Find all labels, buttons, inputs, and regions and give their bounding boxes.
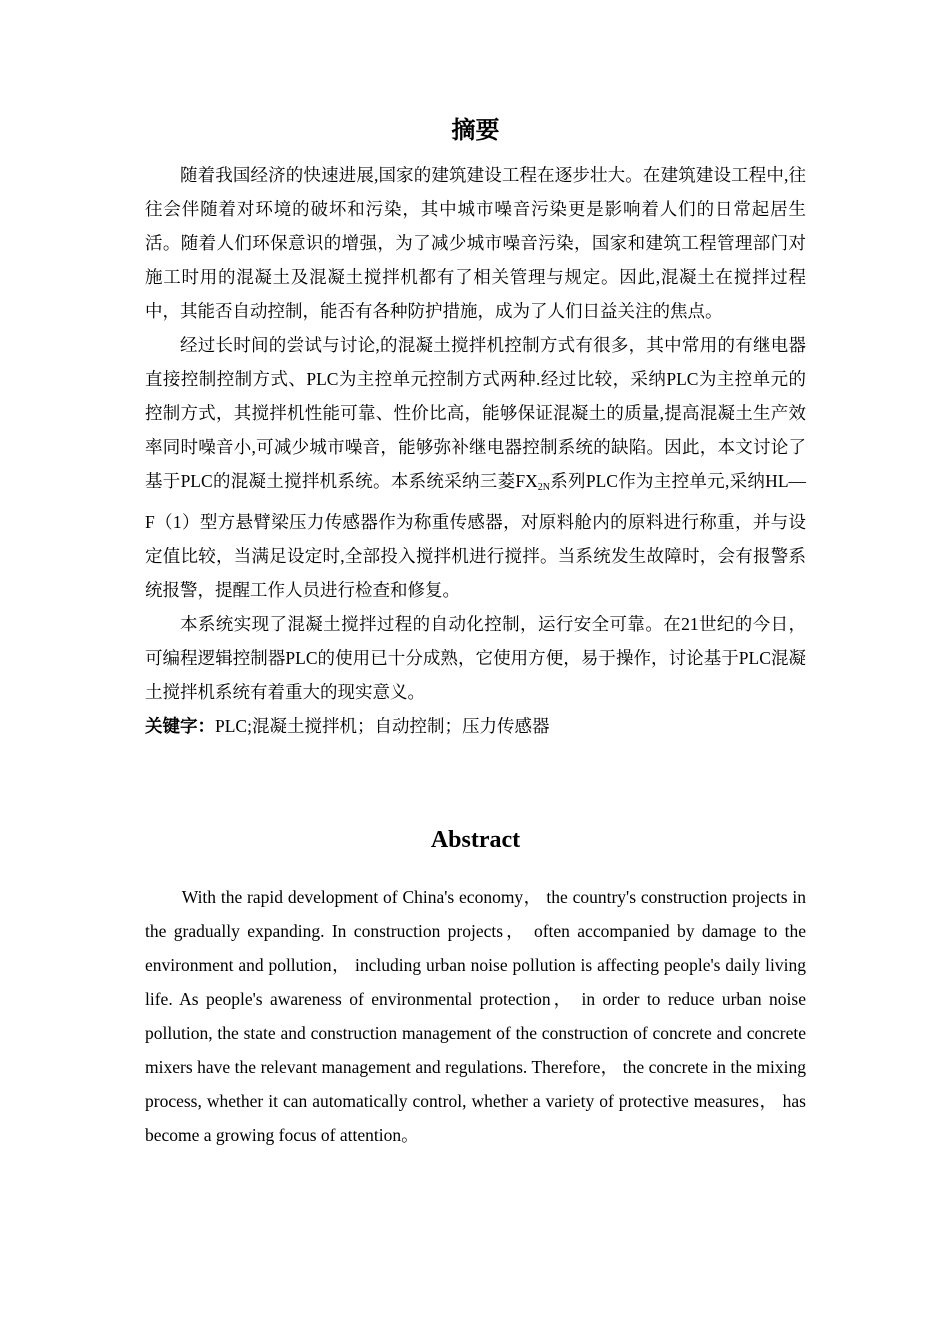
chinese-abstract-body: [145, 158, 806, 743]
chinese-abstract-title: 摘要: [451, 118, 500, 144]
chinese-abstract-paragraph-3: 本系统实现了混凝土搅拌过程的自动化控制，运行安全可靠。在21世纪的今日，可编程逻辑控制器PLC的使用已十分成熟，它使用方便，易于操作，讨论基于PLC混凝土搅拌机系统有着重大的现实意义。: [145, 614, 806, 702]
model-subscript: 2N: [537, 482, 550, 493]
paragraph-2-text-a: 经过长时间的尝试与讨论,的混凝土搅拌机控制方式有很多，其中常用的有继电器直接控制控制方式、PLC为主控单元控制方式两种.经过比较，采纳PLC为主控单元的控制方式，其搅拌机性能可靠、性价比高，能够保证混凝土的质量,提高混凝土生产效率同时噪音小,可减少城市噪音，能够弥补继电器控制系统的缺陷。因此，本文讨论了基于PLC的混凝土搅拌机系统。本系统采纳三菱FX: [145, 335, 806, 491]
chinese-abstract-paragraph-1: 随着我国经济的快速进展,国家的建筑建设工程在逐步壮大。在建筑建设工程中,往往会伴随着对环境的破坏和污染，其中城市噪音污染更是影响着人们的日常起居生活。随着人们环保意识的增强，为了减少城市噪音污染，国家和建筑工程管理部门对施工时用的混凝土及混凝土搅拌机都有了相关管理与规定。因此,混凝土在搅拌过程中，其能否自动控制，能否有各种防护措施，成为了人们日益关注的焦点。: [145, 165, 806, 321]
english-abstract-paragraph-1: With the rapid development of China's economy， the country's construction projects in the gradually expanding. In construction projects， often accompanied by damage to the environment and pollution， including urban noise pollution is affecting people's daily living life. As people's awareness of environmental protection， in order to reduce urban noise pollution, the state and construction management of the construction of concrete and concrete mixers have the relevant management and regulations. Therefore， the concrete in the mixing process, whether it can automatically control, whether a variety of protective measures， has become a growing focus of attention。: [145, 887, 806, 1145]
keywords-line: [145, 709, 806, 743]
keywords-label: 关键字：: [145, 716, 215, 736]
keywords-list: PLC;混凝土搅拌机；自动控制；压力传感器: [215, 716, 550, 736]
chinese-abstract-paragraph-2: [145, 328, 806, 607]
english-abstract-body: [145, 880, 806, 1152]
paragraph-2-text-b: 系列PLC作为主控单元,采纳HL—F（1）型方悬臂梁压力传感器作为称重传感器，对原料舱内的原料进行称重，并与设定值比较，当满足设定时,全部投入搅拌机进行搅拌。当系统发生故障时，会有报警系统报警，提醒工作人员进行检查和修复。: [145, 471, 807, 600]
english-abstract-title: Abstract: [430, 827, 521, 853]
